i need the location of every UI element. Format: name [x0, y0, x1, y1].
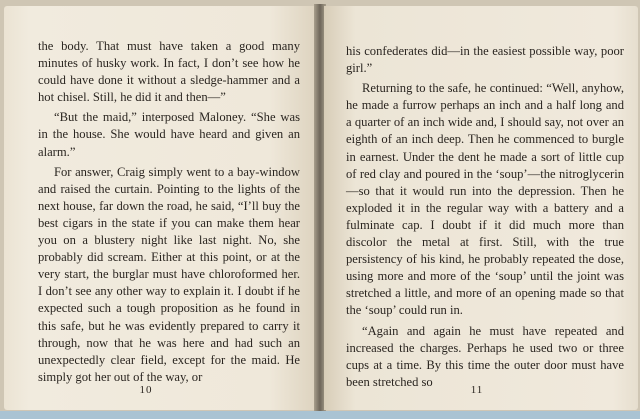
- left-page: [4, 6, 316, 410]
- paragraph: “But the maid,” interposed Maloney. “She was in the house. She would have heard and given an alarm.”: [38, 110, 300, 159]
- right-page: [324, 6, 638, 410]
- right-page-text: [346, 43, 624, 391]
- background-edge: [0, 411, 640, 419]
- paragraph: his confederates did—in the easiest possible way, poor girl.”: [346, 44, 624, 76]
- paragraph: For answer, Craig simply went to a bay-window and raised the curtain. Pointing to the lights of the next house, far down the road, he said, “I’ll buy the best cigars in the state if you can make them hear you on a blustery night like last night. No, she probably did scream. Either at this point, or at the very start, the burglar must have chloroformed her. I don’t see any other way to explain it. I doubt if he expected such a tough proposition as he found in this safe, but he was evidently prepared to carry it through, now that he was here and had such an unexpectedly clear field, except for the maid. He simply got her out of the way, or: [38, 164, 300, 384]
- paragraph: Returning to the safe, he continued: “Well, anyhow, he made a furrow perhaps an inch and a half long and a quarter of an inch wide and, I should say, not over an eighth of an inch deep. Then he commenced to burgle in earnest. Under the dent he made a sort of little cup of red clay and poured in the ‘soup’—the nitroglycerin—so that it would run into the depression. Then he exploded it in the regular way with a battery and a fulminate cap. I doubt if it did much more than discolor the metal at first. Still, with the true persistency of his kind, he probably repeated the dose, using more and more of the ‘soup’ until the joint was stretched a little, and more of an opening made so that the ‘soup’ could run in.: [346, 81, 624, 318]
- page-number: 10: [139, 384, 153, 396]
- paragraph: “Again and again he must have repeated and increased the charges. Perhaps he used two or three cups at a time. By this time the outer door must have been stretched so: [346, 323, 624, 389]
- left-page-text: [38, 38, 300, 386]
- paragraph: the body. That must have taken a good many minutes of husky work. In fact, I don’t see how he could have done it without a sledge-hammer and a hot chisel. Still, he did it and then—”: [38, 39, 300, 105]
- page-number: 11: [470, 384, 484, 396]
